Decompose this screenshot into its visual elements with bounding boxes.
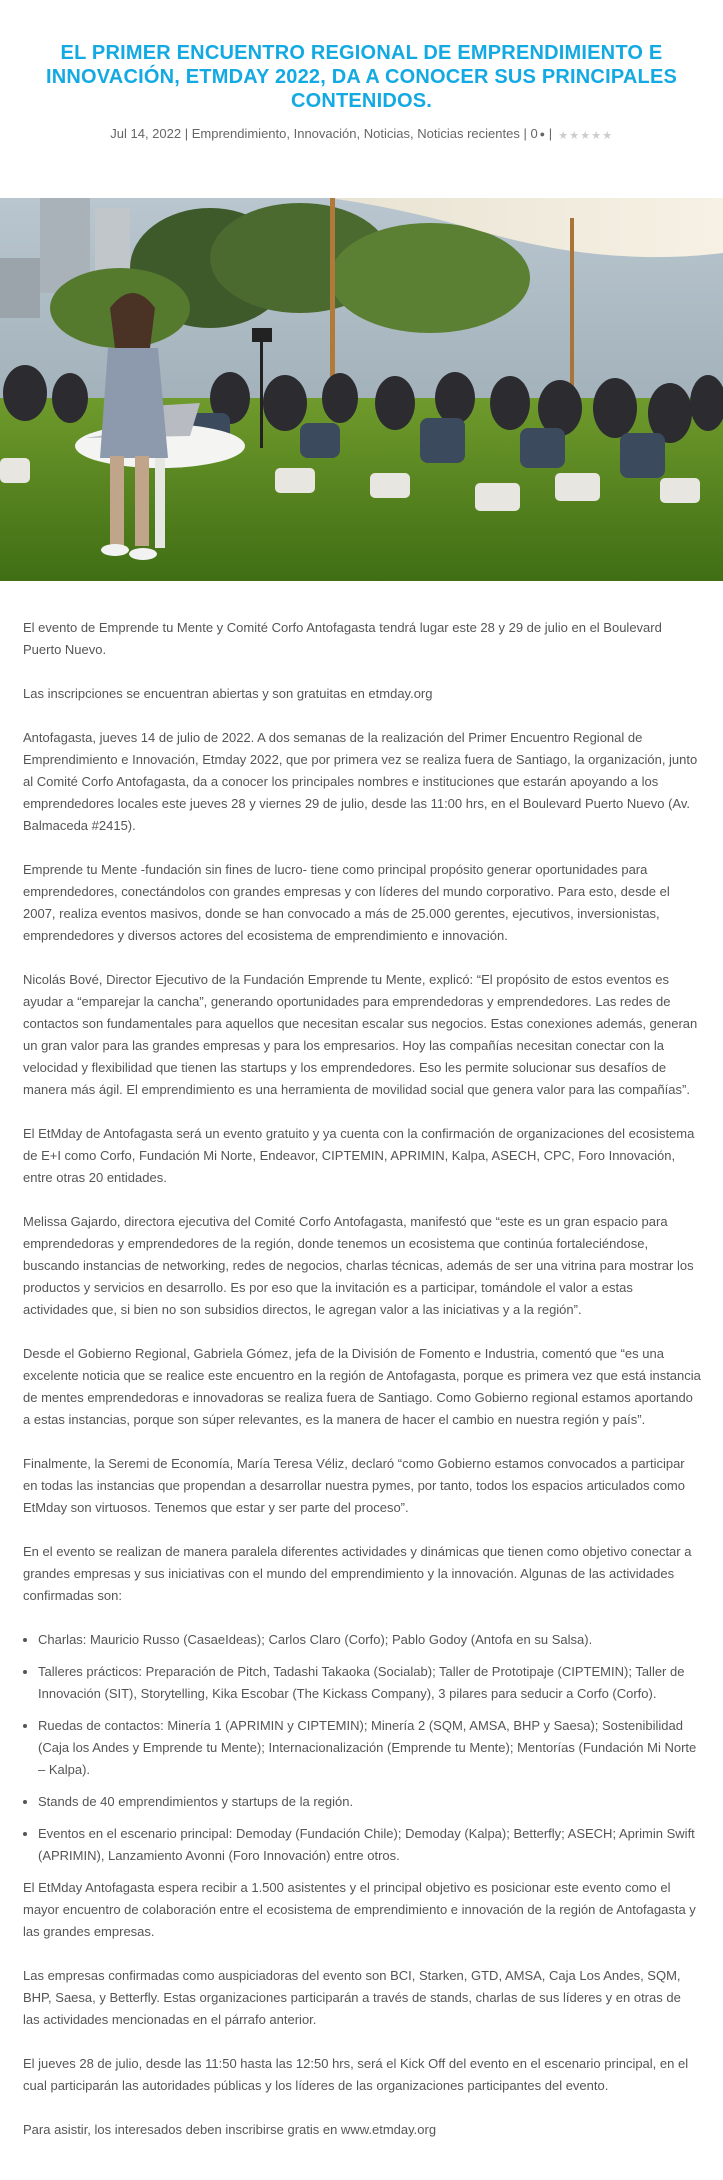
paragraph: Melissa Gajardo, directora ejecutiva del Comité Corfo Antofagasta, manifestó que “este es un gran espacio para emprendedoras y emprendedores de la región, donde tenemos un ecosistema que continúa fortaleciéndose, buscando instancias de networking, redes de negocios, charlas técnicas, además de ser una vitrina para mostrar los productos y servicios en desarrollo. Es por eso que la invitación es a participar, tomándole el valor a estas actividades que, si bien no son subsidios directos, le agregan valor a las iniciativas y a la región”. (23, 1214, 694, 1317)
comment-count: 0 (530, 126, 538, 141)
paragraph: El evento de Emprende tu Mente y Comité Corfo Antofagasta tendrá lugar este 28 y 29 de julio en el Boulevard Puerto Nuevo. (23, 620, 662, 657)
list-item: • Charlas: Mauricio Russo (CasaeIdeas); Carlos Claro (Corfo); Pablo Godoy (Antofa en su Salsa). (38, 1629, 701, 1651)
category-link-noticias-recientes[interactable]: Noticias recientes (417, 126, 520, 141)
star-icon: ★ (569, 130, 580, 142)
activities-list (23, 1629, 701, 1867)
category-link-emprendimiento[interactable]: Emprendimiento (191, 126, 287, 141)
post-date: Jul 14, 2022 (110, 126, 182, 141)
category-link-noticias[interactable]: Noticias (363, 126, 410, 141)
paragraph: El jueves 28 de julio, desde las 11:50 hasta las 12:50 hrs, será el Kick Off del evento en el escenario principal, en el cual participarán las autoridades públicas y los líderes de las organizaciones participantes del evento. (23, 2056, 689, 2093)
paragraph: Antofagasta, jueves 14 de julio de 2022. A dos semanas de la realización del Primer Encuentro Regional de Emprendimiento e Innovación, Etmday 2022, que por primera vez se realiza fuera de Santiago, la organización, junto al Comité Corfo Antofagasta, da a conocer los principales nombres e instituciones que estarán apoyando a los emprendedores locales este jueves 28 y viernes 29 de julio, desde las 11:00 hrs, en el Boulevard Puerto Nuevo (Av. Balmaceda #2415). (23, 730, 698, 833)
paragraph: Desde el Gobierno Regional, Gabriela Gómez, jefa de la División de Fomento e Industria, comentó que “es una excelente noticia que se realice este encuentro en la región de Antofagasta, porque es primera vez que está instancia de mentes emprendedoras e innovadoras se realiza fuera de Santiago. Como Gobierno regional estamos aportando a estas instancias, porque son súper relevantes, es la manera de hacer el cambio en nuestra región y país”. (23, 1346, 701, 1427)
post-meta: Jul 14, 2022 | Emprendimiento, Innovación, Noticias, Noticias recientes | 0 ● | ★★★★★ (0, 125, 723, 145)
article-body (23, 617, 701, 2163)
paragraph: Emprende tu Mente -fundación sin fines de lucro- tiene como principal propósito generar oportunidades para emprendedores, conectándolos con grandes empresas y con líderes del mundo corporativo. Para esto, desde el 2007, realiza eventos masivos, donde se han convocado a más de 25.000 gerentes, ejecutivos, inversionistas, emprendedores y diversos actores del ecosistema de emprendimiento e innovación. (23, 862, 670, 943)
meta-separator: | (181, 126, 192, 141)
star-icon: ★ (591, 130, 602, 142)
paragraph: Las inscripciones se encuentran abiertas y son gratuitas en etmday.org (23, 686, 433, 701)
paragraph: Para asistir, los interesados deben inscribirse gratis en www.etmday.org (23, 2122, 437, 2137)
paragraph: En el evento se realizan de manera paralela diferentes actividades y dinámicas que tienen como objetivo conectar a grandes empresas y sus iniciativas con el mundo del emprendimiento y la innovación. Algunas de las actividades confirmadas son: (23, 1544, 692, 1603)
star-icon: ★ (580, 130, 591, 142)
meta-separator: | (545, 126, 556, 141)
paragraph: El EtMday de Antofagasta será un evento gratuito y ya cuenta con la confirmación de organizaciones del ecosistema de E+I como Corfo, Fundación Mi Norte, Endeavor, CIPTEMIN, APRIMIN, Kalpa, ASECH, CPC, Foro Innovación, entre otras 20 entidades. (23, 1126, 695, 1185)
comments-link[interactable] (530, 126, 545, 141)
meta-separator: | (519, 126, 531, 141)
rating-stars (558, 126, 613, 145)
paragraph: Finalmente, la Seremi de Economía, María Teresa Véliz, declaró “como Gobierno estamos convocados a participar en todas las instancias que propendan a desarrollar nuestra pymes, por tanto, todos los espacios articulados como EtMday son virtuosos. Tenemos que estar y ser parte del proceso”. (23, 1456, 685, 1515)
list-item: • Talleres prácticos: Preparación de Pitch, Tadashi Takaoka (Socialab); Taller de Prototipaje (CIPTEMIN); Taller de Innovación (SIT), Storytelling, Kika Escobar (The Kickass Company), 3 pilares para seducir a Corfo (Corfo). (38, 1661, 701, 1705)
paragraph: Las empresas confirmadas como auspiciadoras del evento son BCI, Starken, GTD, AMSA, Caja Los Andes, SQM, BHP, Saesa, y Betterfly. Estas organizaciones participarán a través de stands, charlas de sus líderes y en otras de las actividades mencionadas en el párrafo anterior. (23, 1968, 681, 2027)
list-item: • Stands de 40 emprendimientos y startups de la región. (38, 1791, 701, 1813)
list-item: • Eventos en el escenario principal: Demoday (Fundación Chile); Demoday (Kalpa); Betterfly; ASECH; Aprimin Swift (APRIMIN), Lanzamiento Avonni (Foro Innovación) entre otros. (38, 1823, 701, 1867)
event-photo-icon (0, 198, 723, 581)
star-icon: ★ (602, 130, 613, 142)
article-title: EL PRIMER ENCUENTRO REGIONAL DE EMPRENDIMIENTO E INNOVACIÓN, ETMDAY 2022, DA A CONOCER SUS PRINCIPALES CONTENIDOS. (45, 42, 678, 112)
paragraph: El EtMday Antofagasta espera recibir a 1.500 asistentes y el principal objetivo es posicionar este evento como el mayor encuentro de colaboración entre el ecosistema de emprendimiento e innovación de la región de Antofagasta y las grandes empresas. (23, 1880, 696, 1939)
paragraph: Nicolás Bové, Director Ejecutivo de la Fundación Emprende tu Mente, explicó: “El propósito de estos eventos es ayudar a “emparejar la cancha”, generando oportunidades para emprendedoras y emprendedores. Las redes de contactos son fundamentales para aquellos que necesitan escalar sus negocios. Estas conexiones además, generan un gran valor para las grandes empresas y para los empresarios. Hoy las compañías necesitan conectar con la velocidad y flexibilidad que tienen las startups y los emprendedores. Eso les permite solucionar sus desafíos de manera más ágil. El emprendimiento es una herramienta de movilidad social que genera valor para las compañías”. (23, 972, 698, 1097)
comment-icon: ● (539, 129, 546, 139)
star-icon: ★ (558, 130, 569, 142)
hero-image (0, 198, 723, 581)
category-link-innovacion[interactable]: Innovación (293, 126, 357, 141)
list-item: • Ruedas de contactos: Minería 1 (APRIMIN y CIPTEMIN); Minería 2 (SQM, AMSA, BHP y Saesa); Sostenibilidad (Caja los Andes y Emprende tu Mente); Internacionalización (Emprende tu Mente); Mentorías (Fundación Mi Norte – Kalpa). (38, 1715, 701, 1781)
